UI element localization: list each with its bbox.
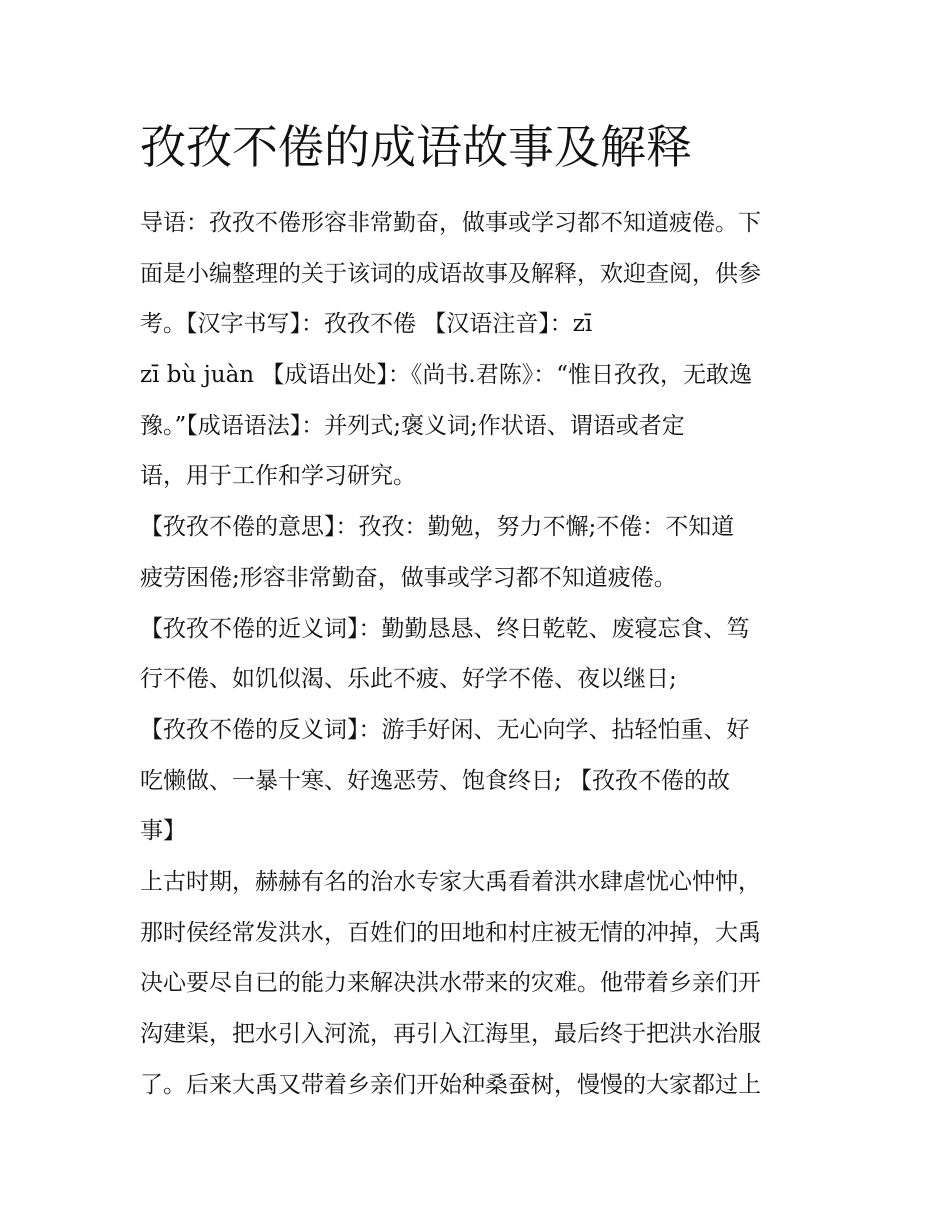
- text-line: 豫。”【成语语法】：并列式;褒义词;作状语、谓语或者定: [140, 412, 685, 439]
- text-line: 上古时期，赫赫有名的治水专家大禹看着洪水肆虐忧心忡忡，: [140, 868, 761, 895]
- document-title: 孜孜不倦的成语故事及解释: [140, 120, 692, 174]
- document-body: [140, 198, 820, 1110]
- text-line: 【孜孜不倦的反义词】：游手好闲、无心向学、拈轻怕重、好: [140, 716, 750, 743]
- text-line: 考。【汉字书写】：孜孜不倦 【汉语注音】：zī: [140, 311, 593, 338]
- text-line: 行不倦、如饥似渴、乐此不疲、好学不倦、夜以继日;: [140, 666, 677, 693]
- text-line: 吃懒做、一暴十寒、好逸恶劳、饱食终日; 【孜孜不倦的故: [140, 767, 731, 794]
- text-line: 疲劳困倦;形容非常勤奋，做事或学习都不知道疲倦。: [140, 564, 677, 591]
- text-line: 事】: [140, 818, 186, 845]
- text-line: 【孜孜不倦的近义词】：勤勤恳恳、终日乾乾、废寝忘食、笃: [140, 615, 750, 642]
- text-line: 语，用于工作和学习研究。: [140, 463, 416, 490]
- text-line: 了。后来大禹又带着乡亲们开始种桑蚕树，慢慢的大家都过上: [140, 1071, 761, 1098]
- text-line: zī bù juàn 【成语出处】：《尚书.君陈》：“惟日孜孜，无敢逸: [140, 362, 752, 389]
- text-line: 面是小编整理的关于该词的成语故事及解释，欢迎查阅，供参: [140, 260, 761, 287]
- text-line: 决心要尽自已的能力来解决洪水带来的灾难。他带着乡亲们开: [140, 970, 761, 997]
- text-line: 沟建渠，把水引入河流，再引入江海里，最后终于把洪水治服: [140, 1021, 761, 1047]
- text-line: 【孜孜不倦的意思】：孜孜：勤勉，努力不懈;不倦：不知道: [140, 514, 735, 541]
- text-line: 导语：孜孜不倦形容非常勤奋，做事或学习都不知道疲倦。下: [140, 210, 761, 236]
- text-line: 那时侯经常发洪水，百姓们的田地和村庄被无情的冲掉，大禹: [140, 919, 761, 946]
